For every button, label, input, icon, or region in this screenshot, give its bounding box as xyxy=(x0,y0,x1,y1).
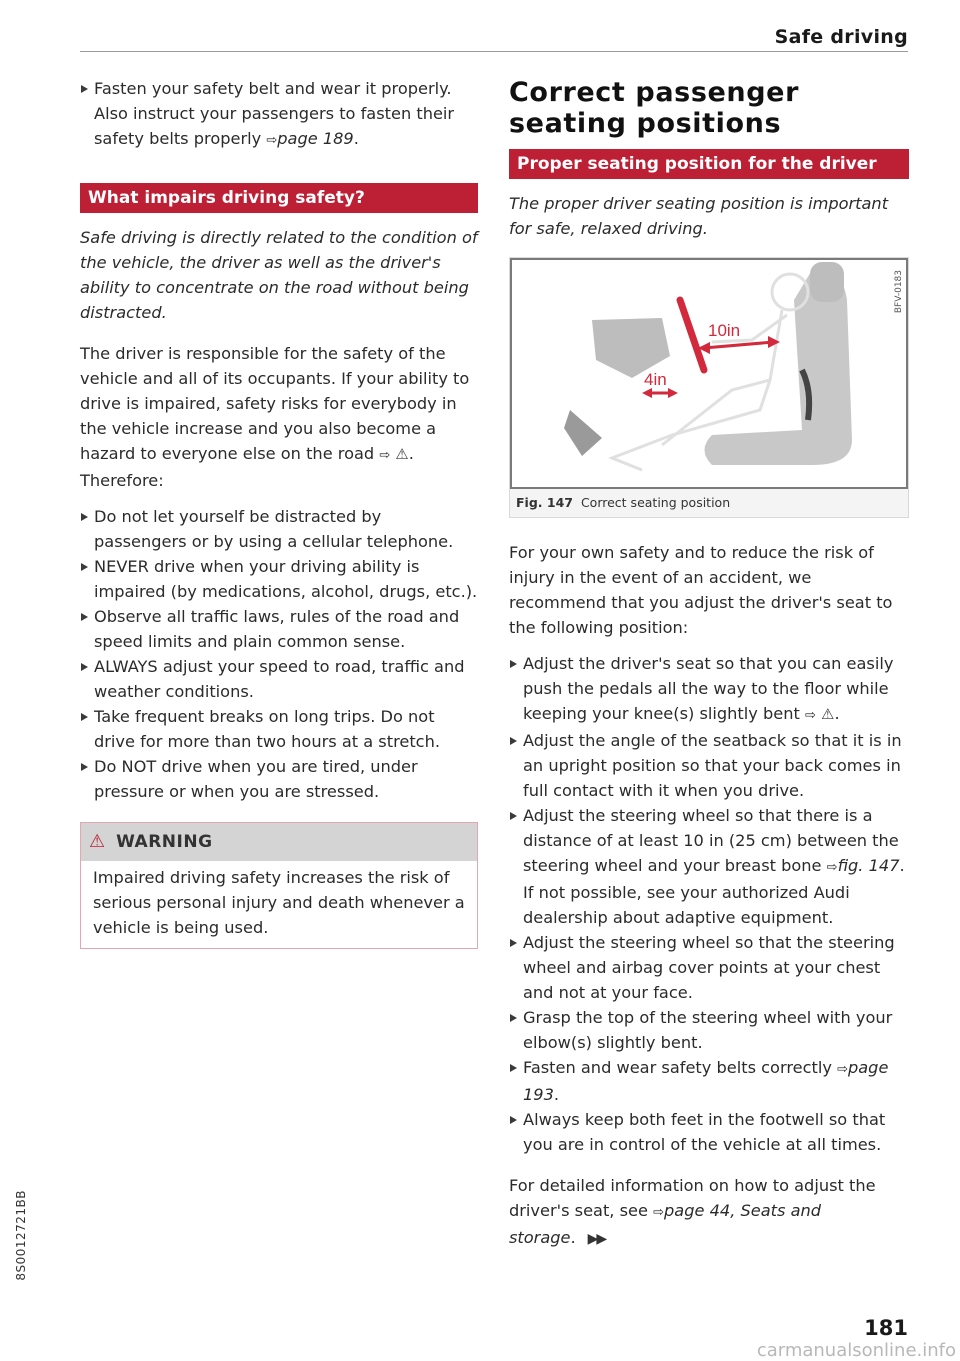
figure-seating-position xyxy=(509,257,909,518)
body-paragraph: For your own safety and to reduce the risk of injury in the event of an accident, we recommend that you adjust the driver's seat to the following position: xyxy=(509,543,893,637)
section-intro: The proper driver seating position is important for safe, relaxed driving. xyxy=(509,194,889,238)
steering-wheel-shape xyxy=(680,300,704,370)
figure-id: BFV-0183 xyxy=(894,270,904,314)
page-number: 181 xyxy=(864,1316,908,1340)
page-reference-link[interactable]: ⇨page 189 xyxy=(266,129,354,148)
section-title-driver-position: Proper seating position for the driver xyxy=(509,149,909,179)
list-item: Grasp the top of the steering wheel with your elbow(s) slightly bent. xyxy=(509,1005,909,1055)
dashboard-shape xyxy=(592,318,670,378)
list-item: Take frequent breaks on long trips. Do not drive for more than two hours at a stretch. xyxy=(80,704,478,754)
body-paragraph: For detailed information on how to adjust the driver's seat, see ⇨page 44, Seats and storage. ▶▶ xyxy=(509,1176,876,1247)
list-item: Adjust the angle of the seatback so that it is in an upright position so that your back comes in full contact with it when you drive. xyxy=(509,728,909,803)
warning-triangle-icon: ⚠ xyxy=(89,831,106,852)
warning-triangle-icon: ⚠ xyxy=(821,705,835,723)
list-item: Do not let yourself be distracted by passengers or by using a cellular telephone. xyxy=(80,504,478,554)
dimension-label-wheel: 4in xyxy=(644,370,667,389)
reference-arrow-icon: ⇨ xyxy=(379,448,391,463)
pedal-shape xyxy=(564,410,602,456)
warning-triangle-icon: ⚠ xyxy=(395,445,409,463)
figure-reference-link[interactable]: ⇨fig. 147 xyxy=(826,856,900,875)
safety-bullet-list xyxy=(80,504,478,804)
body-paragraph: The driver is responsible for the safety of the vehicle and all of its occupants. If your ability to drive is impaired, safety risks for everybody in the vehicle increase and you also become a hazard to everyone else on the road ⇨ ⚠. Therefore: xyxy=(80,344,470,490)
reference-arrow-icon: ⇨ xyxy=(826,860,838,875)
list-item: Fasten and wear safety belts correctly ⇨page 193. xyxy=(509,1055,909,1107)
intro-bullet-list xyxy=(80,76,478,153)
page-reference-link[interactable]: ⇨page 44, Seats and storage xyxy=(509,1201,822,1247)
list-item: ALWAYS adjust your speed to road, traffic and weather conditions. xyxy=(80,654,478,704)
watermark: carmanualsonline.info xyxy=(756,1340,956,1361)
reference-arrow-icon: ⇨ xyxy=(805,708,816,723)
continue-arrow-icon: ▶▶ xyxy=(587,1231,606,1247)
figure-illustration xyxy=(510,258,908,489)
header-divider xyxy=(80,51,908,52)
list-item: Always keep both feet in the footwell so that you are in control of the vehicle at all times. xyxy=(509,1107,909,1157)
warning-text: Impaired driving safety increases the risk of serious personal injury and death whenever a vehicle is being used. xyxy=(93,868,465,937)
document-code: 8S0012721BB xyxy=(14,1190,28,1281)
reference-arrow-icon: ⇨ xyxy=(837,1062,848,1077)
warning-box xyxy=(80,822,478,949)
reference-arrow-icon: ⇨ xyxy=(266,133,278,148)
list-item: Adjust the steering wheel so that the steering wheel and airbag cover points at your chest and not at your face. xyxy=(509,930,909,1005)
headrest-shape xyxy=(810,262,844,302)
list-item: Adjust the steering wheel so that there is a distance of at least 10 in (25 cm) between the steering wheel and your breast bone ⇨fig. 147. If not possible, see your authorized Audi dealership about adaptive equipment. xyxy=(509,803,909,930)
section-title-impairs: What impairs driving safety? xyxy=(80,183,478,213)
seating-bullet-list xyxy=(509,651,909,1157)
dimension-label-chest: 10in xyxy=(708,321,741,340)
figure-caption: Fig. 147 Correct seating position xyxy=(516,495,731,510)
warning-reference-link[interactable] xyxy=(379,444,408,463)
reference-arrow-icon: ⇨ xyxy=(653,1205,665,1220)
left-column xyxy=(80,76,478,949)
page-reference-link[interactable]: ⇨page 193 xyxy=(523,1058,889,1104)
list-item: Do NOT drive when you are tired, under pressure or when you are stressed. xyxy=(80,754,478,804)
section-intro: Safe driving is directly related to the condition of the vehicle, the driver as well as the driver's ability to concentrate on the road without being distracted. xyxy=(80,228,478,322)
page-title: Correct passenger seating positions xyxy=(509,77,799,139)
list-item: NEVER drive when your driving ability is impaired (by medications, alcohol, drugs, etc.). xyxy=(80,554,478,604)
page-header-title: Safe driving xyxy=(774,26,908,48)
list-item: Observe all traffic laws, rules of the road and speed limits and plain common sense. xyxy=(80,604,478,654)
right-column xyxy=(509,77,909,1252)
seating-diagram xyxy=(512,260,906,483)
warning-header: ⚠ WARNING xyxy=(81,823,477,861)
list-item: Fasten your safety belt and wear it properly. Also instruct your passengers to fasten their safety belts properly ⇨page 189. xyxy=(80,76,478,153)
warning-reference-link[interactable] xyxy=(805,704,834,723)
list-item: Adjust the driver's seat so that you can easily push the pedals all the way to the floor while keeping your knee(s) slightly bent ⇨ ⚠. xyxy=(509,651,909,728)
